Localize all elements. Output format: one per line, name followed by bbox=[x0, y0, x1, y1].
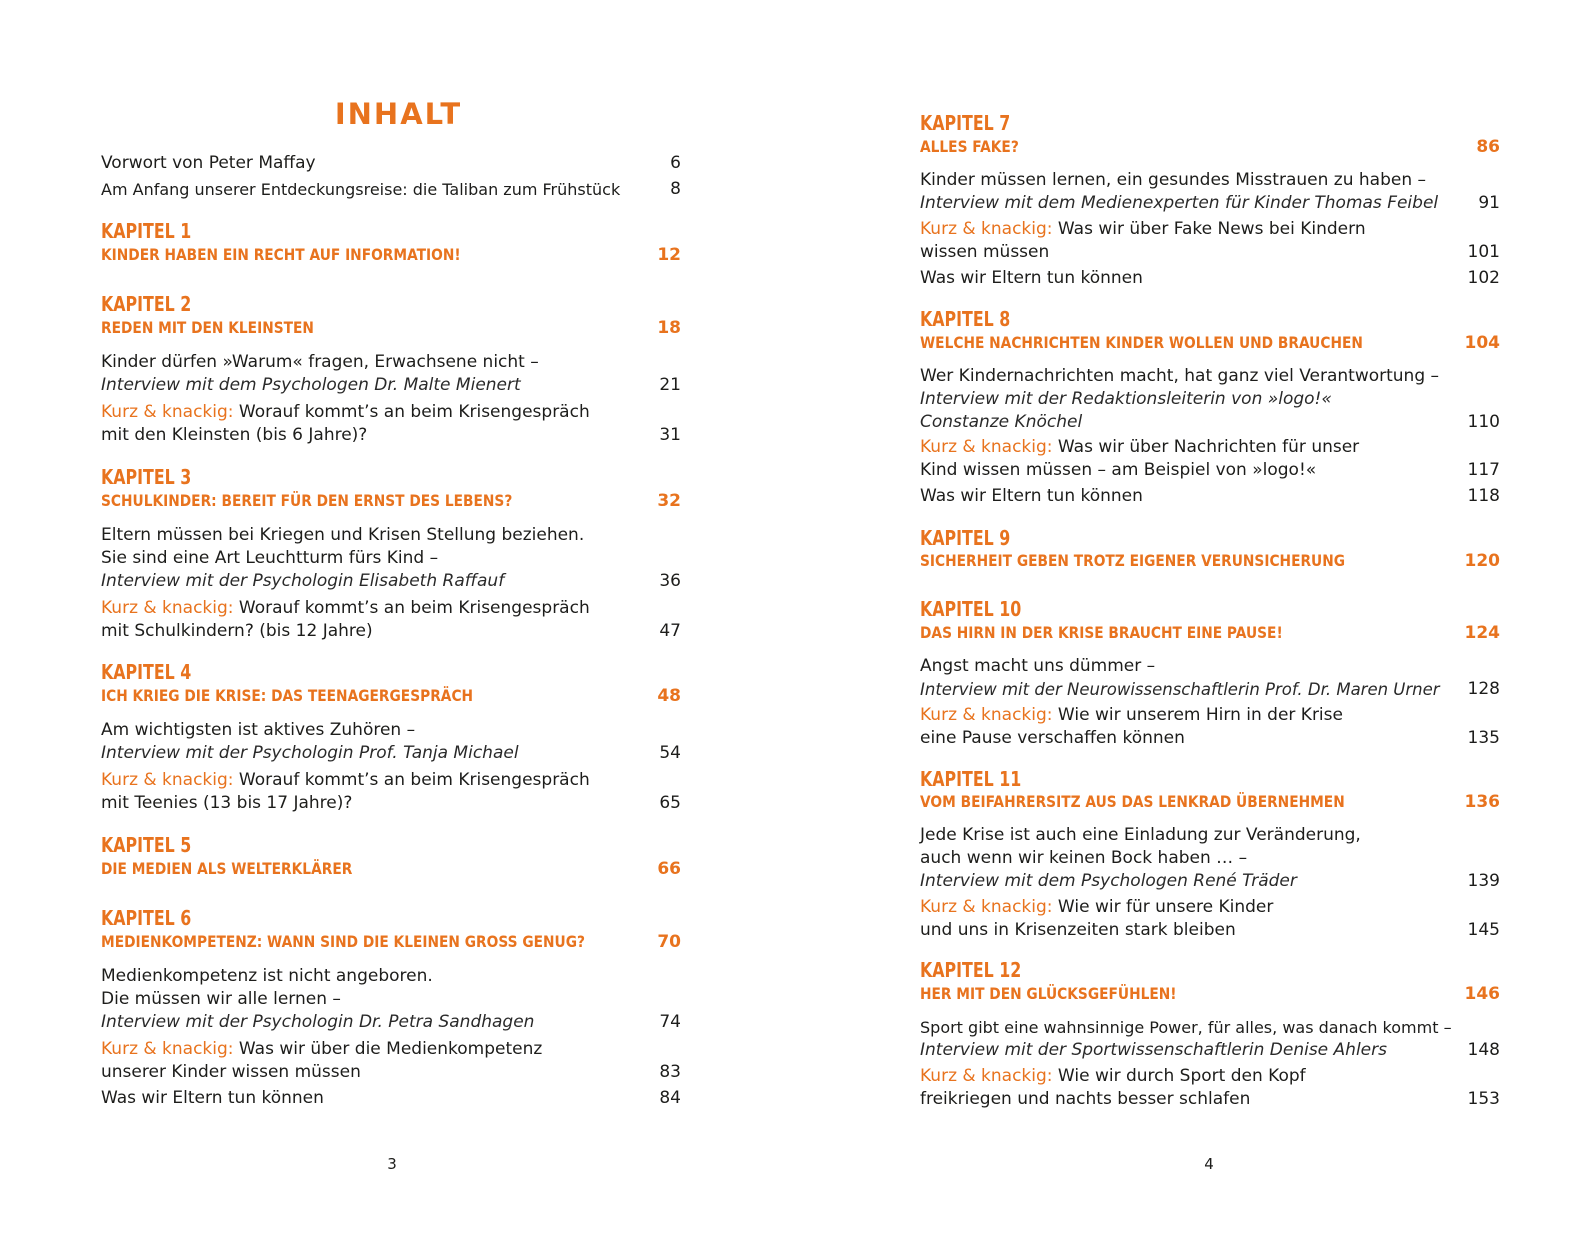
kurz-knackig-label: Kurz & knackig: bbox=[101, 598, 234, 618]
entry-text: Vorwort von Peter Maffay bbox=[101, 153, 316, 173]
entry-interview-cont: Constanze Knöchel bbox=[920, 412, 1083, 432]
entry-text-cont: eine Pause verschaffen können bbox=[920, 728, 1185, 748]
entry-page: 135 bbox=[1467, 728, 1500, 748]
entry-page: 47 bbox=[659, 621, 681, 641]
chapter-title: SCHULKINDER: BEREIT FÜR DEN ERNST DES LEBENS? bbox=[101, 491, 513, 510]
entry-page: 31 bbox=[659, 425, 681, 445]
chapter-title: HER MIT DEN GLÜCKSGEFÜHLEN! bbox=[920, 984, 1177, 1003]
entry-text-cont: freikriegen und nachts besser schlafen bbox=[920, 1089, 1251, 1109]
page-number: 3 bbox=[387, 1155, 397, 1173]
toc-entry-kurz bbox=[101, 597, 681, 643]
chapter-title: ALLES FAKE? bbox=[920, 137, 1019, 156]
chapter-page: 70 bbox=[657, 932, 681, 952]
toc-entry bbox=[920, 1016, 1500, 1062]
entry-text: Eltern müssen bei Kriegen und Krisen Stellung beziehen. bbox=[101, 525, 585, 545]
page-number: 4 bbox=[1204, 1155, 1214, 1173]
entry-page: 102 bbox=[1467, 268, 1500, 288]
chapter-label: KAPITEL 11 bbox=[920, 767, 1022, 791]
entry-text: Kinder dürfen »Warum« fragen, Erwachsene nicht – bbox=[101, 352, 539, 372]
toc-entry-kurz bbox=[920, 218, 1500, 264]
entry-interview: Interview mit der Psychologin Prof. Tanja Michael bbox=[101, 743, 519, 763]
kurz-knackig-label: Kurz & knackig: bbox=[101, 402, 234, 422]
chapter-title: SICHERHEIT GEBEN TROTZ EIGENER VERUNSICHERUNG bbox=[920, 551, 1346, 570]
kurz-knackig-label: Kurz & knackig: bbox=[920, 219, 1053, 239]
toc-entry bbox=[101, 719, 681, 765]
entry-text-cont: Kind wissen müssen – am Beispiel von »logo!« bbox=[920, 460, 1317, 480]
entry-text: Was wir über Fake News bei Kindern bbox=[1052, 219, 1366, 239]
entry-text: Was wir Eltern tun können bbox=[920, 268, 1143, 288]
chapter-label: KAPITEL 7 bbox=[920, 111, 1011, 135]
entry-page: 139 bbox=[1467, 871, 1500, 891]
entry-page: 6 bbox=[670, 153, 681, 173]
entry-interview: Interview mit der Psychologin Elisabeth Raffauf bbox=[101, 571, 505, 591]
chapter-page: 146 bbox=[1464, 984, 1500, 1004]
chapter-title: REDEN MIT DEN KLEINSTEN bbox=[101, 318, 314, 337]
entry-text: Sport gibt eine wahnsinnige Power, für alles, was danach kommt – bbox=[920, 1018, 1452, 1037]
toc-entry bbox=[101, 965, 681, 1034]
chapter-title: MEDIENKOMPETENZ: WANN SIND DIE KLEINEN GROSS GENUG? bbox=[101, 932, 585, 951]
entry-page: 117 bbox=[1467, 460, 1500, 480]
entry-text: Wer Kindernachrichten macht, hat ganz viel Verantwortung – bbox=[920, 366, 1440, 386]
chapter-page: 104 bbox=[1464, 333, 1500, 353]
entry-text-cont: Sie sind eine Art Leuchtturm fürs Kind – bbox=[101, 548, 439, 568]
entry-page: 110 bbox=[1467, 412, 1500, 432]
entry-text-cont: wissen müssen bbox=[920, 242, 1050, 262]
toc-entry bbox=[920, 169, 1500, 215]
right-page bbox=[797, 0, 1594, 1240]
entry-text-cont: mit Schulkindern? (bis 12 Jahre) bbox=[101, 621, 373, 641]
entry-text: Medienkompetenz ist nicht angeboren. bbox=[101, 966, 433, 986]
entry-text: Worauf kommt’s an beim Krisengespräch bbox=[233, 402, 590, 422]
toc-title: INHALT bbox=[334, 97, 463, 131]
toc-entry bbox=[101, 524, 681, 593]
kurz-knackig-label: Kurz & knackig: bbox=[920, 437, 1053, 457]
kurz-knackig-label: Kurz & knackig: bbox=[101, 1039, 234, 1059]
entry-interview: Interview mit dem Psychologen Dr. Malte Mienert bbox=[101, 375, 521, 395]
toc-entry-kurz bbox=[920, 896, 1500, 942]
entry-text: Am Anfang unserer Entdeckungsreise: die Taliban zum Frühstück bbox=[101, 180, 621, 199]
entry-page: 8 bbox=[670, 179, 681, 199]
toc-entry bbox=[920, 365, 1500, 434]
entry-text: Wie wir durch Sport den Kopf bbox=[1052, 1066, 1306, 1086]
entry-text: Kinder müssen lernen, ein gesundes Misstrauen zu haben – bbox=[920, 170, 1426, 190]
chapter-label: KAPITEL 10 bbox=[920, 597, 1022, 621]
chapter-page: 48 bbox=[657, 686, 681, 706]
chapter-label: KAPITEL 3 bbox=[101, 465, 192, 489]
chapter-page: 124 bbox=[1464, 623, 1500, 643]
chapter-page: 86 bbox=[1476, 137, 1500, 157]
entry-text: Jede Krise ist auch eine Einladung zur Veränderung, bbox=[920, 825, 1361, 845]
kurz-knackig-label: Kurz & knackig: bbox=[920, 897, 1053, 917]
toc-entry-vorwort bbox=[101, 152, 681, 175]
chapter-page: 120 bbox=[1464, 551, 1500, 571]
toc-entry-kurz bbox=[920, 704, 1500, 750]
entry-text: Am wichtigsten ist aktives Zuhören – bbox=[101, 720, 416, 740]
entry-text: Angst macht uns dümmer – bbox=[920, 656, 1156, 676]
toc-entry bbox=[101, 351, 681, 397]
entry-text-cont: unserer Kinder wissen müssen bbox=[101, 1062, 361, 1082]
entry-interview: Interview mit dem Psychologen René Träder bbox=[920, 871, 1297, 891]
entry-text: Was wir Eltern tun können bbox=[101, 1088, 324, 1108]
entry-page: 54 bbox=[659, 743, 681, 763]
entry-page: 145 bbox=[1467, 920, 1500, 940]
chapter-label: KAPITEL 1 bbox=[101, 219, 192, 243]
toc-entry bbox=[920, 655, 1500, 701]
toc-entry-kurz bbox=[920, 436, 1500, 482]
entry-interview: Interview mit der Redaktionsleiterin von »logo!« bbox=[920, 389, 1332, 409]
entry-page: 65 bbox=[659, 793, 681, 813]
chapter-title: KINDER HABEN EIN RECHT AUF INFORMATION! bbox=[101, 245, 461, 264]
entry-text-cont: auch wenn wir keinen Bock haben … – bbox=[920, 848, 1248, 868]
chapter-label: KAPITEL 6 bbox=[101, 906, 192, 930]
entry-page: 148 bbox=[1467, 1040, 1500, 1060]
entry-interview: Interview mit der Sportwissenschaftlerin Denise Ahlers bbox=[920, 1040, 1387, 1060]
entry-page: 128 bbox=[1467, 679, 1500, 699]
chapter-page: 32 bbox=[657, 491, 681, 511]
entry-text: Was wir über Nachrichten für unser bbox=[1052, 437, 1360, 457]
chapter-label: KAPITEL 2 bbox=[101, 292, 192, 316]
kurz-knackig-label: Kurz & knackig: bbox=[101, 770, 234, 790]
entry-page: 83 bbox=[659, 1062, 681, 1082]
entry-text-cont: mit den Kleinsten (bis 6 Jahre)? bbox=[101, 425, 368, 445]
toc-entry-kurz bbox=[920, 1065, 1500, 1111]
toc-entry-anfang bbox=[101, 178, 681, 201]
chapter-label: KAPITEL 12 bbox=[920, 958, 1022, 982]
chapter-title: DIE MEDIEN ALS WELTERKLÄRER bbox=[101, 859, 353, 878]
toc-entry bbox=[920, 267, 1500, 290]
chapter-title: ICH KRIEG DIE KRISE: DAS TEENAGERGESPRÄCH bbox=[101, 686, 474, 705]
entry-text-cont: Die müssen wir alle lernen – bbox=[101, 989, 341, 1009]
entry-text: Wie wir für unsere Kinder bbox=[1052, 897, 1274, 917]
chapter-label: KAPITEL 4 bbox=[101, 660, 192, 684]
toc-entry bbox=[101, 1087, 681, 1110]
entry-text-cont: und uns in Krisenzeiten stark bleiben bbox=[920, 920, 1236, 940]
chapter-page: 12 bbox=[657, 245, 681, 265]
entry-page: 91 bbox=[1478, 193, 1500, 213]
chapter-title: WELCHE NACHRICHTEN KINDER WOLLEN UND BRAUCHEN bbox=[920, 333, 1363, 352]
kurz-knackig-label: Kurz & knackig: bbox=[920, 1066, 1053, 1086]
chapter-title: DAS HIRN IN DER KRISE BRAUCHT EINE PAUSE! bbox=[920, 623, 1283, 642]
entry-text: Worauf kommt’s an beim Krisengespräch bbox=[233, 598, 590, 618]
entry-text: Was wir über die Medienkompetenz bbox=[233, 1039, 543, 1059]
entry-interview: Interview mit dem Medienexperten für Kinder Thomas Feibel bbox=[920, 193, 1439, 213]
chapter-label: KAPITEL 8 bbox=[920, 307, 1011, 331]
chapter-page: 136 bbox=[1464, 792, 1500, 812]
entry-text: Wie wir unserem Hirn in der Krise bbox=[1052, 705, 1343, 725]
entry-interview: Interview mit der Neurowissenschaftlerin Prof. Dr. Maren Urner bbox=[920, 680, 1440, 699]
entry-page: 84 bbox=[659, 1088, 681, 1108]
entry-page: 21 bbox=[659, 375, 681, 395]
toc-entry bbox=[920, 485, 1500, 508]
entry-page: 36 bbox=[659, 571, 681, 591]
entry-page: 118 bbox=[1467, 486, 1500, 506]
entry-page: 153 bbox=[1467, 1089, 1500, 1109]
chapter-title: VOM BEIFAHRERSITZ AUS DAS LENKRAD ÜBERNEHMEN bbox=[920, 792, 1345, 811]
toc-entry-kurz bbox=[101, 769, 681, 815]
toc-entry-kurz bbox=[101, 1038, 681, 1084]
toc-entry-kurz bbox=[101, 401, 681, 447]
entry-text: Was wir Eltern tun können bbox=[920, 486, 1143, 506]
entry-interview: Interview mit der Psychologin Dr. Petra Sandhagen bbox=[101, 1012, 535, 1032]
kurz-knackig-label: Kurz & knackig: bbox=[920, 705, 1053, 725]
chapter-label: KAPITEL 9 bbox=[920, 526, 1011, 550]
entry-page: 101 bbox=[1467, 242, 1500, 262]
chapter-label: KAPITEL 5 bbox=[101, 833, 192, 857]
entry-page: 74 bbox=[659, 1012, 681, 1032]
entry-text: Worauf kommt’s an beim Krisengespräch bbox=[233, 770, 590, 790]
chapter-page: 18 bbox=[657, 318, 681, 338]
toc-entry bbox=[920, 824, 1500, 893]
chapter-page: 66 bbox=[657, 859, 681, 879]
entry-text-cont: mit Teenies (13 bis 17 Jahre)? bbox=[101, 793, 353, 813]
